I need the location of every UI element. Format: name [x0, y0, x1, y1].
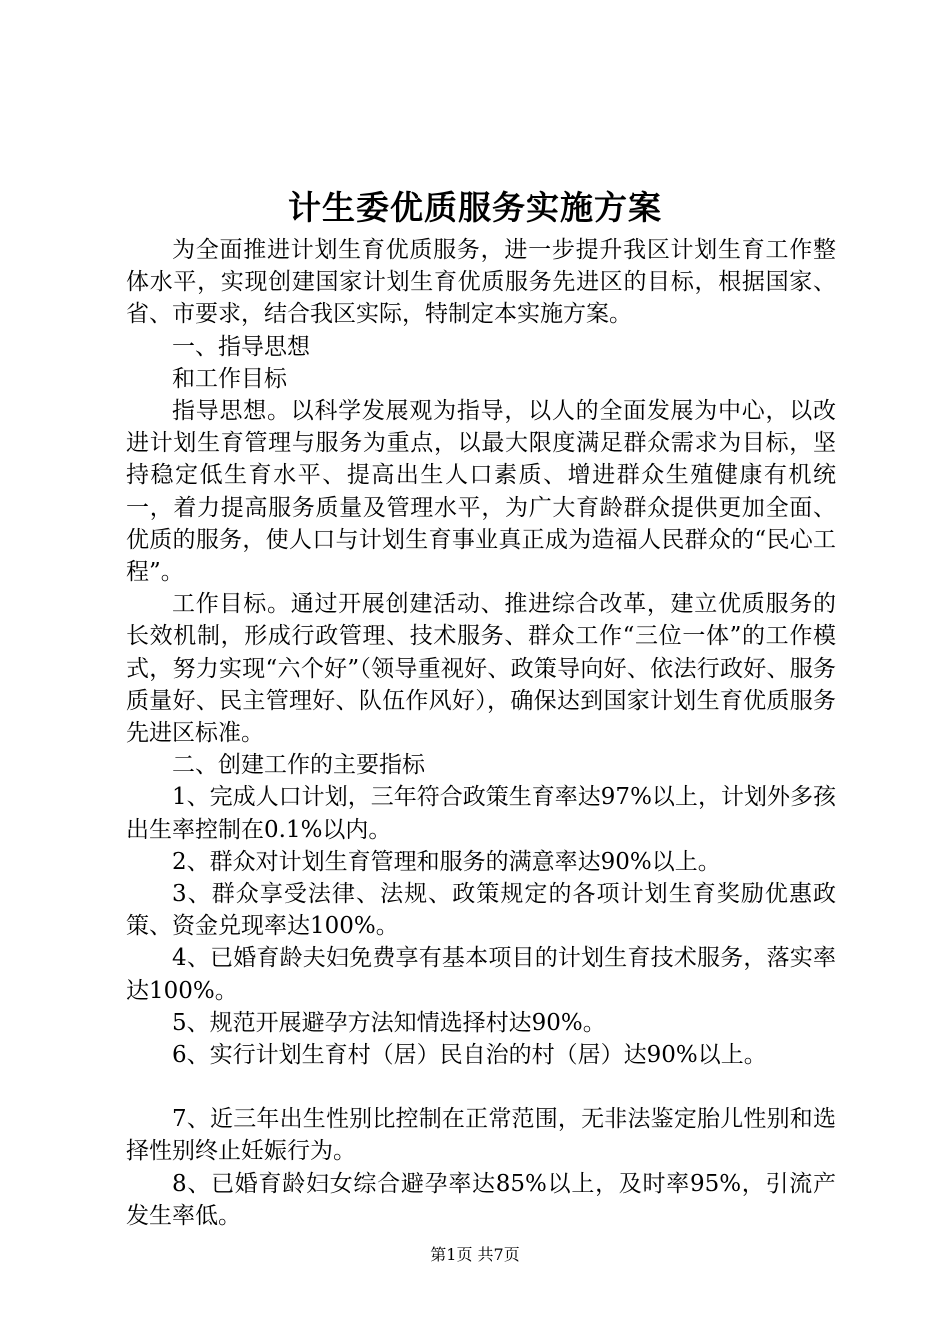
paragraph-intro: 为全面推进计划生育优质服务，进一步提升我区计划生育工作整体水平，实现创建国家计划生育优质服务先进区的目标，根据国家、省、市要求，结合我区实际，特制定本实施方案。	[126, 237, 836, 328]
page-footer: 第1页 共7页	[430, 1245, 520, 1264]
indicator-item-8: 8、已婚育龄妇女综合避孕率达85%以上，及时率95%，引流产发生率低。	[126, 1170, 836, 1229]
paragraph-work-goals: 工作目标。通过开展创建活动、推进综合改革，建立优质服务的长效机制，形成行政管理、技术服务、群众工作“三位一体”的工作模式，努力实现“六个好”（领导重视好、政策导向好、依法行政好、服务质量好、民主管理好、队伍作风好），确保达到国家计划生育优质服务先进区标准。	[126, 591, 836, 747]
indicator-item-4: 4、已婚育龄夫妇免费享有基本项目的计划生育技术服务，落实率达100%。	[126, 945, 836, 1004]
paragraph-guiding-thought: 指导思想。以科学发展观为指导，以人的全面发展为中心，以改进计划生育管理与服务为重点，以最大限度满足群众需求为目标，坚持稳定低生育水平、提高出生人口素质、增进群众生殖健康有机统一，着力提高服务质量及管理水平，为广大育龄群众提供更加全面、优质的服务，使人口与计划生育事业真正成为造福人民群众的“民心工程”。	[126, 398, 836, 586]
heading-guiding-thought: 一、指导思想	[172, 333, 310, 360]
heading-main-indicators: 二、创建工作的主要指标	[172, 752, 425, 779]
indicator-item-1: 1、完成人口计划，三年符合政策生育率达97%以上，计划外多孩出生率控制在0.1%以内。	[126, 784, 836, 843]
indicator-item-2: 2、群众对计划生育管理和服务的满意率达90%以上。	[172, 848, 721, 875]
document-body	[126, 234, 836, 1232]
document-title: 计生委优质服务实施方案	[288, 188, 662, 227]
indicator-item-5: 5、规范开展避孕方法知情选择村达90%。	[172, 1009, 606, 1036]
indicator-item-7: 7、近三年出生性别比控制在正常范围，无非法鉴定胎儿性别和选择性别终止妊娠行为。	[126, 1106, 836, 1165]
indicator-item-3: 3、群众享受法律、法规、政策规定的各项计划生育奖励优惠政策、资金兑现率达100%。	[126, 881, 836, 940]
heading-work-goals: 和工作目标	[172, 365, 287, 392]
indicator-item-6: 6、实行计划生育村（居）民自治的村（居）达90%以上。	[172, 1042, 767, 1069]
